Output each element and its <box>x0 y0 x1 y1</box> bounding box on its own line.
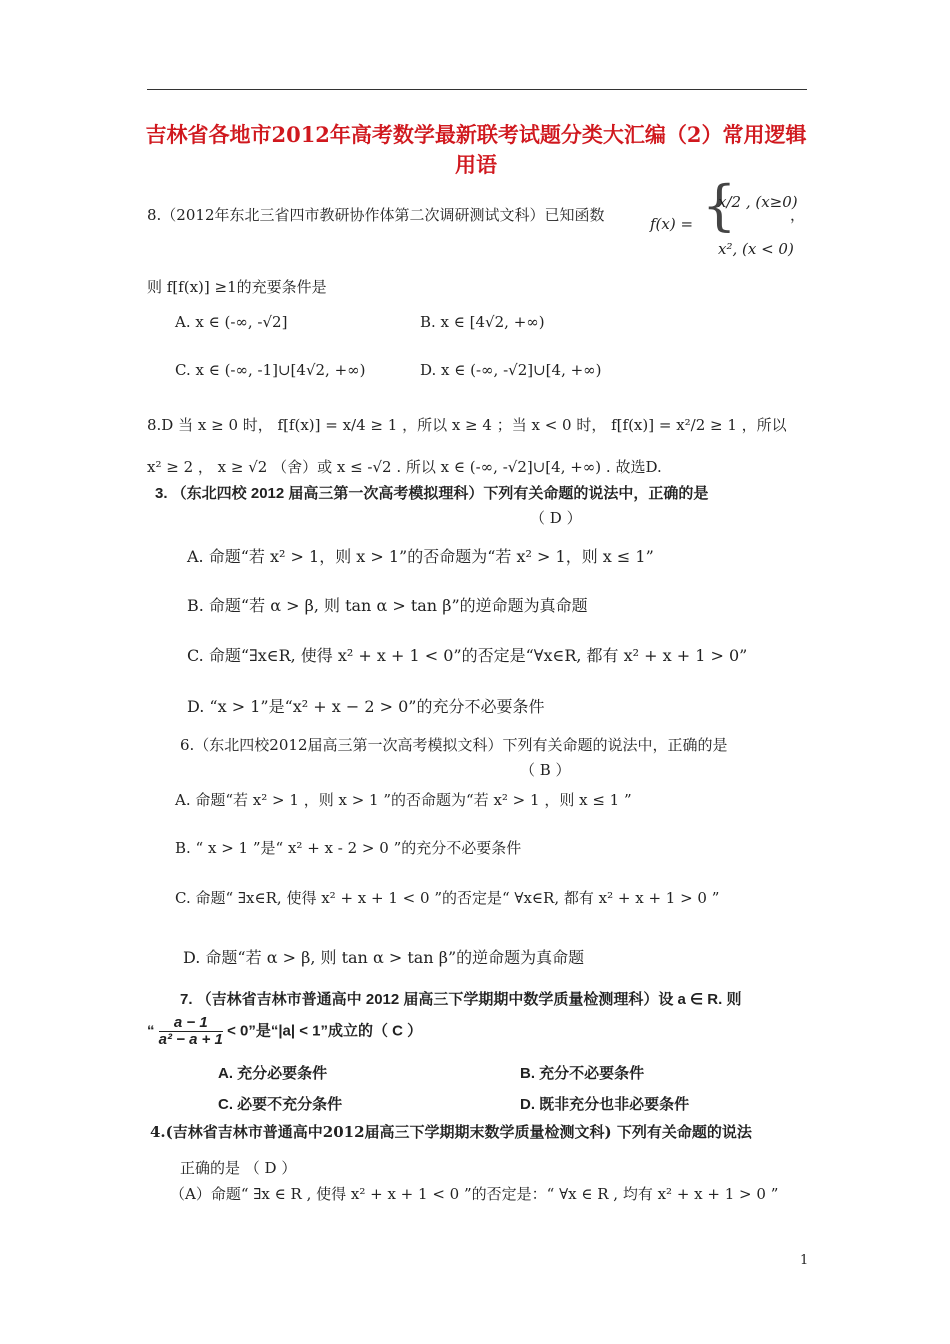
piecewise-brace: { <box>702 174 737 237</box>
q8-comma: ， <box>790 206 806 224</box>
document-title: 吉林省各地市2012年高考数学最新联考试题分类大汇编（2）常用逻辑用语 <box>145 122 807 177</box>
q4-line-2: 正确的是 （ D ） <box>180 1159 297 1177</box>
q7-stem: 7. （吉林省吉林市普通高中 2012 届高三下学期期中数学质量检测理科）设 a ∈ R. 则 <box>180 991 742 1008</box>
q8-solution-line-2: x² ≥ 2 ， x ≥ √2 （舍）或 x ≤ -√2 . 所以 x ∈ (-∞, -√2]∪[4, +∞) . 故选D. <box>147 458 662 476</box>
q7-option-c: C. 必要不充分条件 <box>218 1096 343 1113</box>
q8-option-c: C. x ∈ (-∞, -1]∪[4√2, +∞) <box>175 361 366 379</box>
q6-stem: 6.（东北四校2012届高三第一次高考模拟文科）下列有关命题的说法中，正确的是 <box>180 736 728 754</box>
q7-cond-rest: < 0”是“|a| < 1”成立的（ C ） <box>227 1022 423 1040</box>
q7-fraction-denominator: a² − a + 1 <box>158 1031 223 1048</box>
q8-stem: 8.（2012年东北三省四市教研协作体第二次调研测试文科）已知函数 <box>147 206 605 224</box>
q3-answer: （ D ） <box>530 509 582 527</box>
q8-option-a: A. x ∈ (-∞, -√2] <box>175 313 288 331</box>
q7-fraction <box>159 1015 223 1048</box>
q8-option-d: D. x ∈ (-∞, -√2]∪[4, +∞) <box>420 361 602 379</box>
q3-option-b: B. 命题“若 α > β, 则 tan α > tan β”的逆命题为真命题 <box>187 596 588 615</box>
q3-option-a: A. 命题“若 x² > 1，则 x > 1”的否命题为“若 x² > 1，则 x ≤ 1” <box>187 547 654 566</box>
header-rule <box>147 89 807 90</box>
q4-stem <box>150 1122 752 1142</box>
q8-func: f(x) = <box>650 215 694 233</box>
q3-stem: 3. （东北四校 2012 届高三第一次高考模拟理科）下列有关命题的说法中，正确的是 <box>155 485 709 502</box>
q7-cond-open: “ <box>147 1022 155 1040</box>
q6-option-c: C. 命题“ ∃x∈R, 使得 x² + x + 1 < 0 ”的否定是“ ∀x∈R, 都有 x² + x + 1 > 0 ” <box>175 889 720 907</box>
q6-option-b: B. “ x > 1 ”是“ x² + x - 2 > 0 ”的充分不必要条件 <box>175 839 522 857</box>
q6-answer: （ B ） <box>520 761 571 779</box>
q3-option-c: C. 命题“∃x∈R, 使得 x² + x + 1 < 0”的否定是“∀x∈R, 都有 x² + x + 1 > 0” <box>187 646 748 665</box>
q7-option-a: A. 充分必要条件 <box>218 1065 328 1082</box>
q4-stem-text: 4.(吉林省吉林市普通高中2012届高三下学期期末数学质量检测文科) 下列有关命题的说法 <box>150 1123 752 1141</box>
q7-condition <box>147 1015 422 1048</box>
page-number: 1 <box>800 1253 809 1268</box>
q8-piece-1: x/2 , (x≥0) <box>718 193 798 211</box>
q3-option-d: D. “x > 1”是“x² + x − 2 > 0”的充分不必要条件 <box>187 697 545 716</box>
q7-option-b: B. 充分不必要条件 <box>520 1065 645 1082</box>
q8-condition: 则 f[f(x)] ≥1的充要条件是 <box>147 278 327 296</box>
q6-option-a: A. 命题“若 x² > 1 ，则 x > 1 ”的否命题为“若 x² > 1 ，则 x ≤ 1 ” <box>175 791 632 809</box>
q7-fraction-numerator: a − 1 <box>159 1015 223 1032</box>
q8-piece-2: x², (x < 0) <box>718 240 794 258</box>
q8-solution-line-1: 8.D 当 x ≥ 0 时， f[f(x)] = x/4 ≥ 1 ，所以 x ≥ 4 ；当 x < 0 时， f[f(x)] = x²/2 ≥ 1 ，所以 <box>147 416 787 434</box>
q4-option-a: （A）命题“ ∃x ∈ R , 使得 x² + x + 1 < 0 ”的否定是：“ ∀x ∈ R , 均有 x² + x + 1 > 0 ” <box>170 1185 779 1203</box>
q7-option-d: D. 既非充分也非必要条件 <box>520 1096 690 1113</box>
q6-option-d: D. 命题“若 α > β, 则 tan α > tan β”的逆命题为真命题 <box>183 948 585 967</box>
q8-option-b: B. x ∈ [4√2, +∞) <box>420 313 545 331</box>
